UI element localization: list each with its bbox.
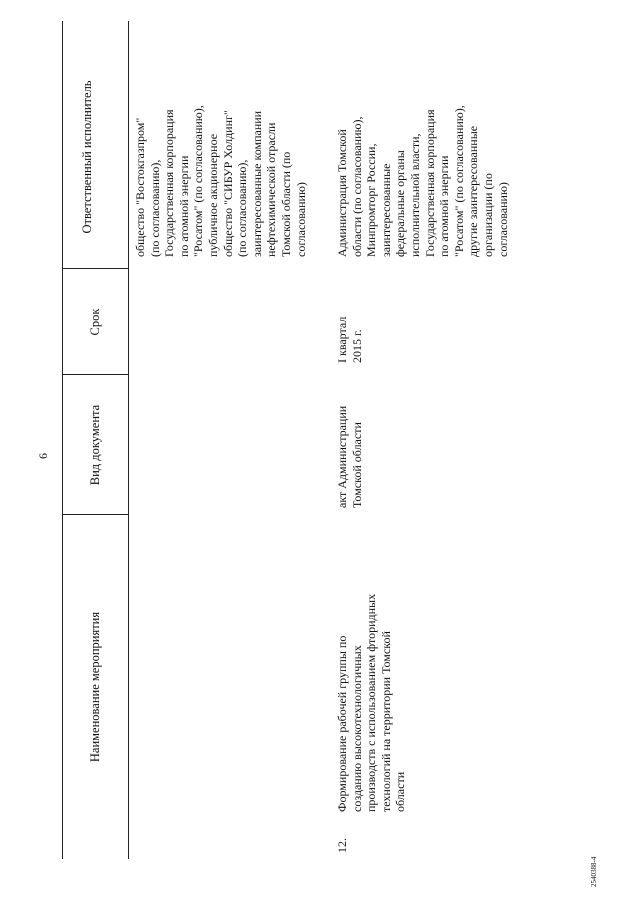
row2-number: 12. bbox=[335, 838, 349, 853]
page-number: 6 bbox=[36, 453, 50, 459]
table-header-rule bbox=[128, 21, 129, 859]
header-name: Наименование мероприятия bbox=[88, 611, 102, 763]
table-top-rule bbox=[62, 21, 63, 859]
header-responsible: Ответственный исполнитель bbox=[80, 80, 94, 234]
header-doc-type: Вид документа bbox=[88, 404, 102, 486]
row2-term: I квартал 2015 г. bbox=[335, 316, 364, 363]
row2-name: Формирование рабочей группы по созданию высокотехнологичных производств с использованием фторидных технологий на территории Томской области bbox=[335, 593, 408, 812]
header-term: Срок bbox=[88, 308, 102, 336]
document-id: 2540388-4 bbox=[590, 856, 598, 887]
row2-responsible: Администрация Томской области (по согласованию), Минпромторг России, заинтересованные федеральные органы исполнительной власти, Государственная корпорация по атомной энергии "Росатом" (по согласованию), другие заинтересованные организации (по согласованию) bbox=[335, 105, 510, 257]
row1-responsible: общество "Востокгазпром" (по согласованию), Государственная корпорация по атомной энергии "Росатом" (по согласованию), публичное акционерное общество "СИБУР Холдинг" (по согласованию), заинтересованные компании нефтехимической отрасли Томской области (по согласованию) bbox=[133, 105, 308, 257]
row2-doc-type: акт Администрации Томской области bbox=[335, 405, 364, 508]
